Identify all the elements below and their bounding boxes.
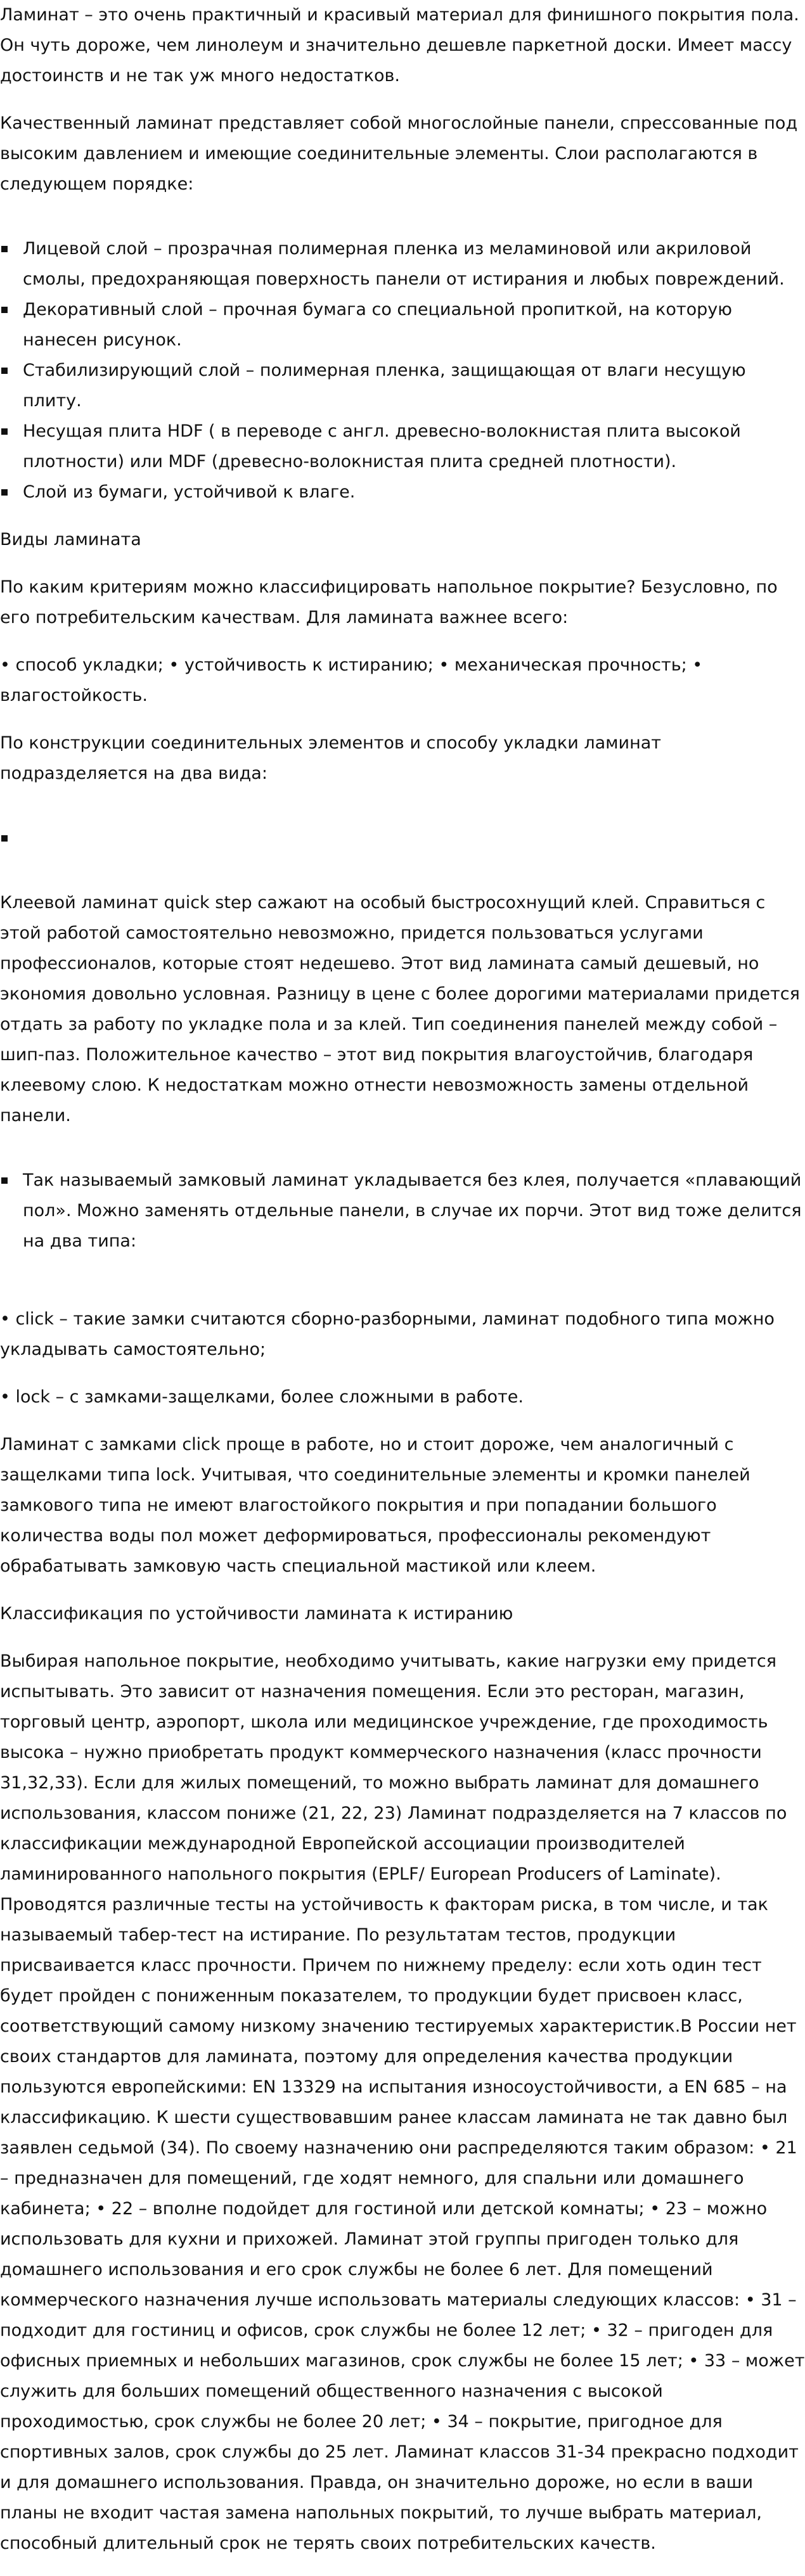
square-bullet-icon xyxy=(1,246,8,252)
lock-list xyxy=(0,1165,805,1257)
square-bullet-icon xyxy=(1,428,8,435)
click-type-paragraph: • click – такие замки считаются сборно-разборными, ламинат подобного типа можно укладывать самостоятельно; xyxy=(0,1309,775,1359)
list-item-text: Слой из бумаги, устойчивой к влаге. xyxy=(23,482,356,502)
spacer xyxy=(0,1274,805,1304)
glue-laminate-paragraph: Клеевой ламинат quick step сажают на особый быстросохнущий клей. Справиться с этой работой самостоятельно невозможно, придется пользоваться услугами профессионалов, которые стоят недешево. Этот вид ламината самый дешевый, но экономия довольно условная. Разницу в цене с более дорогими материалами придется отдать за работу по укладке пола и за клей. Тип соединения панелей между собой – шип-паз. Положительное качество – этот вид покрытия влагоустойчив, благодаря клеевому слою. К недостаткам можно отнести невозможность замены отдельной панели. xyxy=(0,893,800,1125)
classification-paragraph: Выбирая напольное покрытие, необходимо учитывать, какие нагрузки ему придется испытывать. Это зависит от назначения помещения. Если это ресторан, магазин, торговый центр, аэропорт, школа или медицинское учреждение, где проходимость высока – нужно приобретать продукт коммерческого назначения (класс прочности 31,32,33). Если для жилых помещений, то можно выбрать ламинат для домашнего использования, классом пониже (21, 22, 23) Ламинат подразделяется на 7 классов по классификации международной Европейской ассоциации производителей ламинированного напольного покрытия (EPLF/ European Producers of Laminate). Проводятся различные тесты на устойчивость к факторам риска, в том числе, и так называемый табер-тест на истирание. По результатам тестов, продукции присваивается класс прочности. Причем по нижнему пределу: если хоть один тест будет пройден с пониженным показателем, то продукции будет присвоен класс, соответствующий самому низкому значению тестируемых характеристик.В России нет своих стандартов для ламината, поэтому для определения качества продукции пользуются европейскими: EN 13329 на испытания износоустойчивости, а EN 685 – на классификацию. К шести существовавшим ранее классам ламината не так давно был заявлен седьмой (34). По своему назначению они распределяются таким образом: • 21 – предназначен для помещений, где ходят немного, для спальни или домашнего кабинета; • 22 – вполне подойдет для гостиной или детской комнаты; • 23 – можно использовать для кухни и прихожей. Ламинат этой группы пригоден только для домашнего использования и его срок службы не более 6 лет. Для помещений коммерческого назначения лучше использовать материалы следующих классов: • 31 – подходит для гостиниц и офисов, срок службы не более 12 лет; • 32 – пригоден для офисных приемных и небольших магазинов, срок службы не более 15 лет; • 33 – может служить для больших помещений общественного назначения с высокой проходимостью, срок службы не более 20 лет; • 34 – покрытие, пригодное для спортивных залов, срок службы до 25 лет. Ламинат классов 31-34 прекрасно подходит и для домашнего использования. Правда, он значительно дороже, но если в ваши планы не входит частая замена напольных покрытий, то лучше выбрать материал, способный длительный срок не терять своих потребительских качеств. xyxy=(0,1651,805,2553)
empty-list-item xyxy=(23,823,805,854)
click-vs-lock-paragraph: Ламинат с замками click проще в работе, но и стоит дороже, чем аналогичный с защелками типа lock. Учитывая, что соединительные элементы и кромки панелей замкового типа не имеют влагостойкого покрытия и при попадании большого количества воды пол может деформироваться, профессионалы рекомендуют обрабатывать замковую часть специальной мастикой или клеем. xyxy=(0,1435,750,1576)
construction-intro-paragraph: По конструкции соединительных элементов и способу укладки ламинат подразделяется на два вида: xyxy=(0,733,661,783)
list-item xyxy=(23,416,805,477)
lock-type-paragraph: • lock – с замками-защелками, более сложными в работе. xyxy=(0,1387,524,1407)
intro-paragraph: Ламинат – это очень практичный и красивый материал для финишного покрытия пола. Он чуть дороже, чем линолеум и значительно дешевле паркетной доски. Имеет массу достоинств и не так уж много недостатков. xyxy=(0,5,799,86)
list-item xyxy=(23,1165,805,1257)
square-bullet-icon xyxy=(1,368,8,374)
square-bullet-icon xyxy=(1,1177,8,1184)
list-item xyxy=(23,356,805,416)
square-bullet-icon xyxy=(1,835,8,842)
types-intro-paragraph: По каким критериям можно классифицировать напольное покрытие? Безусловно, по его потребительским качествам. Для ламината важнее всего: xyxy=(0,577,778,627)
list-item-text: Лицевой слой – прозрачная полимерная пленка из меламиновой или акриловой смолы, предохраняющая поверхность панели от истирания и любых повреждений. xyxy=(23,239,785,289)
list-item xyxy=(23,477,805,508)
list-item xyxy=(23,234,805,295)
layers-intro-paragraph: Качественный ламинат представляет собой многослойные панели, спрессованные под высоким давлением и имеющие соединительные элементы. Слои располагаются в следующем порядке: xyxy=(0,113,798,194)
square-bullet-icon xyxy=(1,489,8,496)
list-item-text: Так называемый замковый ламинат укладывается без клея, получается «плавающий пол». Можно заменять отдельные панели, в случае их порчи. Этот вид тоже делится на два типа: xyxy=(23,1170,802,1251)
section-heading-types: Виды ламината xyxy=(0,530,141,549)
criteria-paragraph: • способ укладки; • устойчивость к истиранию; • механическая прочность; • влагостойкость. xyxy=(0,655,703,705)
list-item-text: Декоративный слой – прочная бумага со специальной пропиткой, на которую нанесен рисунок. xyxy=(23,300,732,350)
list-item xyxy=(23,295,805,356)
layers-list xyxy=(0,234,805,508)
square-bullet-icon xyxy=(1,307,8,313)
section-heading-classification: Классификация по устойчивости ламината к истиранию xyxy=(0,1604,513,1624)
list-item-text: Несущая плита HDF ( в переводе с англ. древесно-волокнистая плита высокой плотности) или MDF (древесно-волокнистая плита средней плотности). xyxy=(23,421,741,471)
list-item-text: Стабилизирующий слой – полимерная пленка, защищающая от влаги несущую плиту. xyxy=(23,361,746,411)
